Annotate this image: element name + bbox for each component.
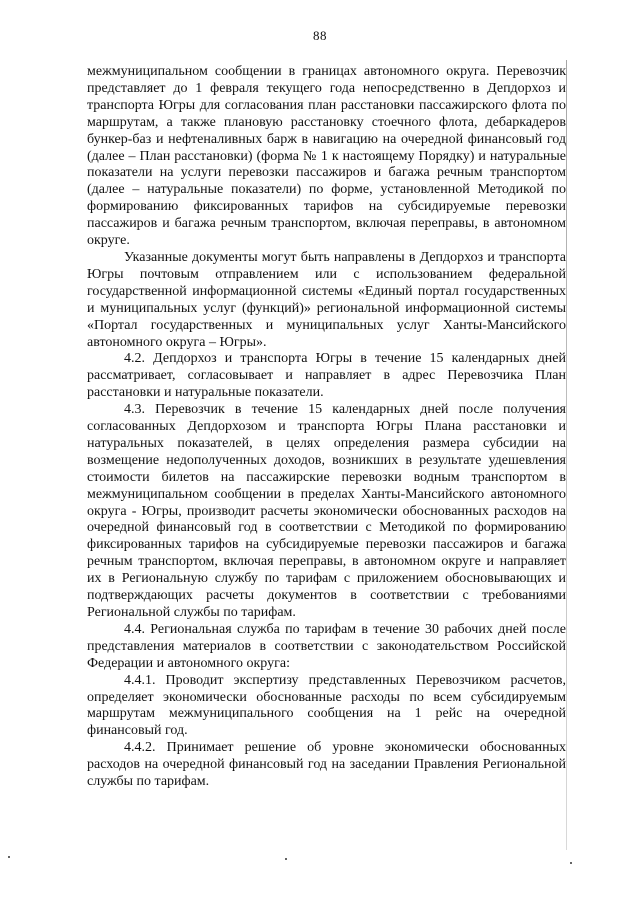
- paragraph-4-4: 4.4. Региональная служба по тарифам в течение 30 рабочих дней после представления материалов в соответствии с законодательством Российской Федерации и автономного округа:: [87, 621, 566, 671]
- scan-speck: [570, 862, 572, 864]
- paragraph-4-4-1: 4.4.1. Проводит экспертизу представленных Перевозчиком расчетов, определяет экономически обоснованные расходы по всем субсидируемым маршрутам межмуниципального сообщения на 1 рейс на очередной финансовый год.: [87, 672, 566, 739]
- document-body: [87, 64, 566, 791]
- paragraph-4-4-2: 4.4.2. Принимает решение об уровне экономически обоснованных расходов на очередной финансовый год на заседании Правления Региональной службы по тарифам.: [87, 740, 566, 790]
- paragraph-4-2: 4.2. Депдорхоз и транспорта Югры в течение 15 календарных дней рассматривает, согласовывает и направляет в адрес Перевозчика План расстановки и натуральные показатели.: [87, 351, 566, 401]
- paragraph-continuation: межмуниципальном сообщении в границах автономного округа. Перевозчик представляет до 1 февраля текущего года непосредственно в Депдорхоз и транспорта Югры для согласования план расстановки пассажирского флота по маршрутам, а также плановую расстановку стоечного флота, дебаркадеров бункер-баз и нефтеналивных барж в навигацию на очередной финансовый год (далее – План расстановки) (форма № 1 к настоящему Порядку) и натуральные показатели на услуги перевозки пассажиров и багажа речным транспортом (далее – натуральные показатели) по форме, установленной Методикой по формированию фиксированных тарифов на субсидируемые перевозки пассажиров и багажа речным транспортом, включая переправы, в автономном округе.: [87, 64, 566, 249]
- paragraph-documents-submission: Указанные документы могут быть направлены в Депдорхоз и транспорта Югры почтовым отправлением или с использованием федеральной государственной информационной системы «Единый портал государственных и муниципальных услуг (функций)» региональной информационной системы «Портал государственных и муниципальных услуг Ханты-Мансийского автономного округа – Югры».: [87, 249, 566, 350]
- scan-speck: [285, 858, 287, 860]
- page-number: 88: [313, 28, 327, 43]
- paragraph-4-3: 4.3. Перевозчик в течение 15 календарных дней после получения согласованных Депдорхозом и транспорта Югры Плана расстановки и натуральных показателей, в целях определения размера субсидии на возмещение недополученных доходов, возникших в результате удешевления стоимости билетов на пассажирские перевозки водным транспортом в межмуниципальном сообщении в пределах Ханты-Мансийского автономного округа - Югры, производит расчеты экономически обоснованных расходов на очередной финансовый год в соответствии с Методикой по формированию фиксированных тарифов на субсидируемые перевозки пассажиров и багажа речным транспортом, включая переправы, в автономном округе и направляет их в Региональную службу по тарифам с приложением обосновывающих и подтверждающих расчеты документов в соответствии с требованиями Региональной службы по тарифам.: [87, 402, 566, 620]
- scan-speck: [8, 856, 10, 858]
- scan-edge-line: [566, 60, 567, 850]
